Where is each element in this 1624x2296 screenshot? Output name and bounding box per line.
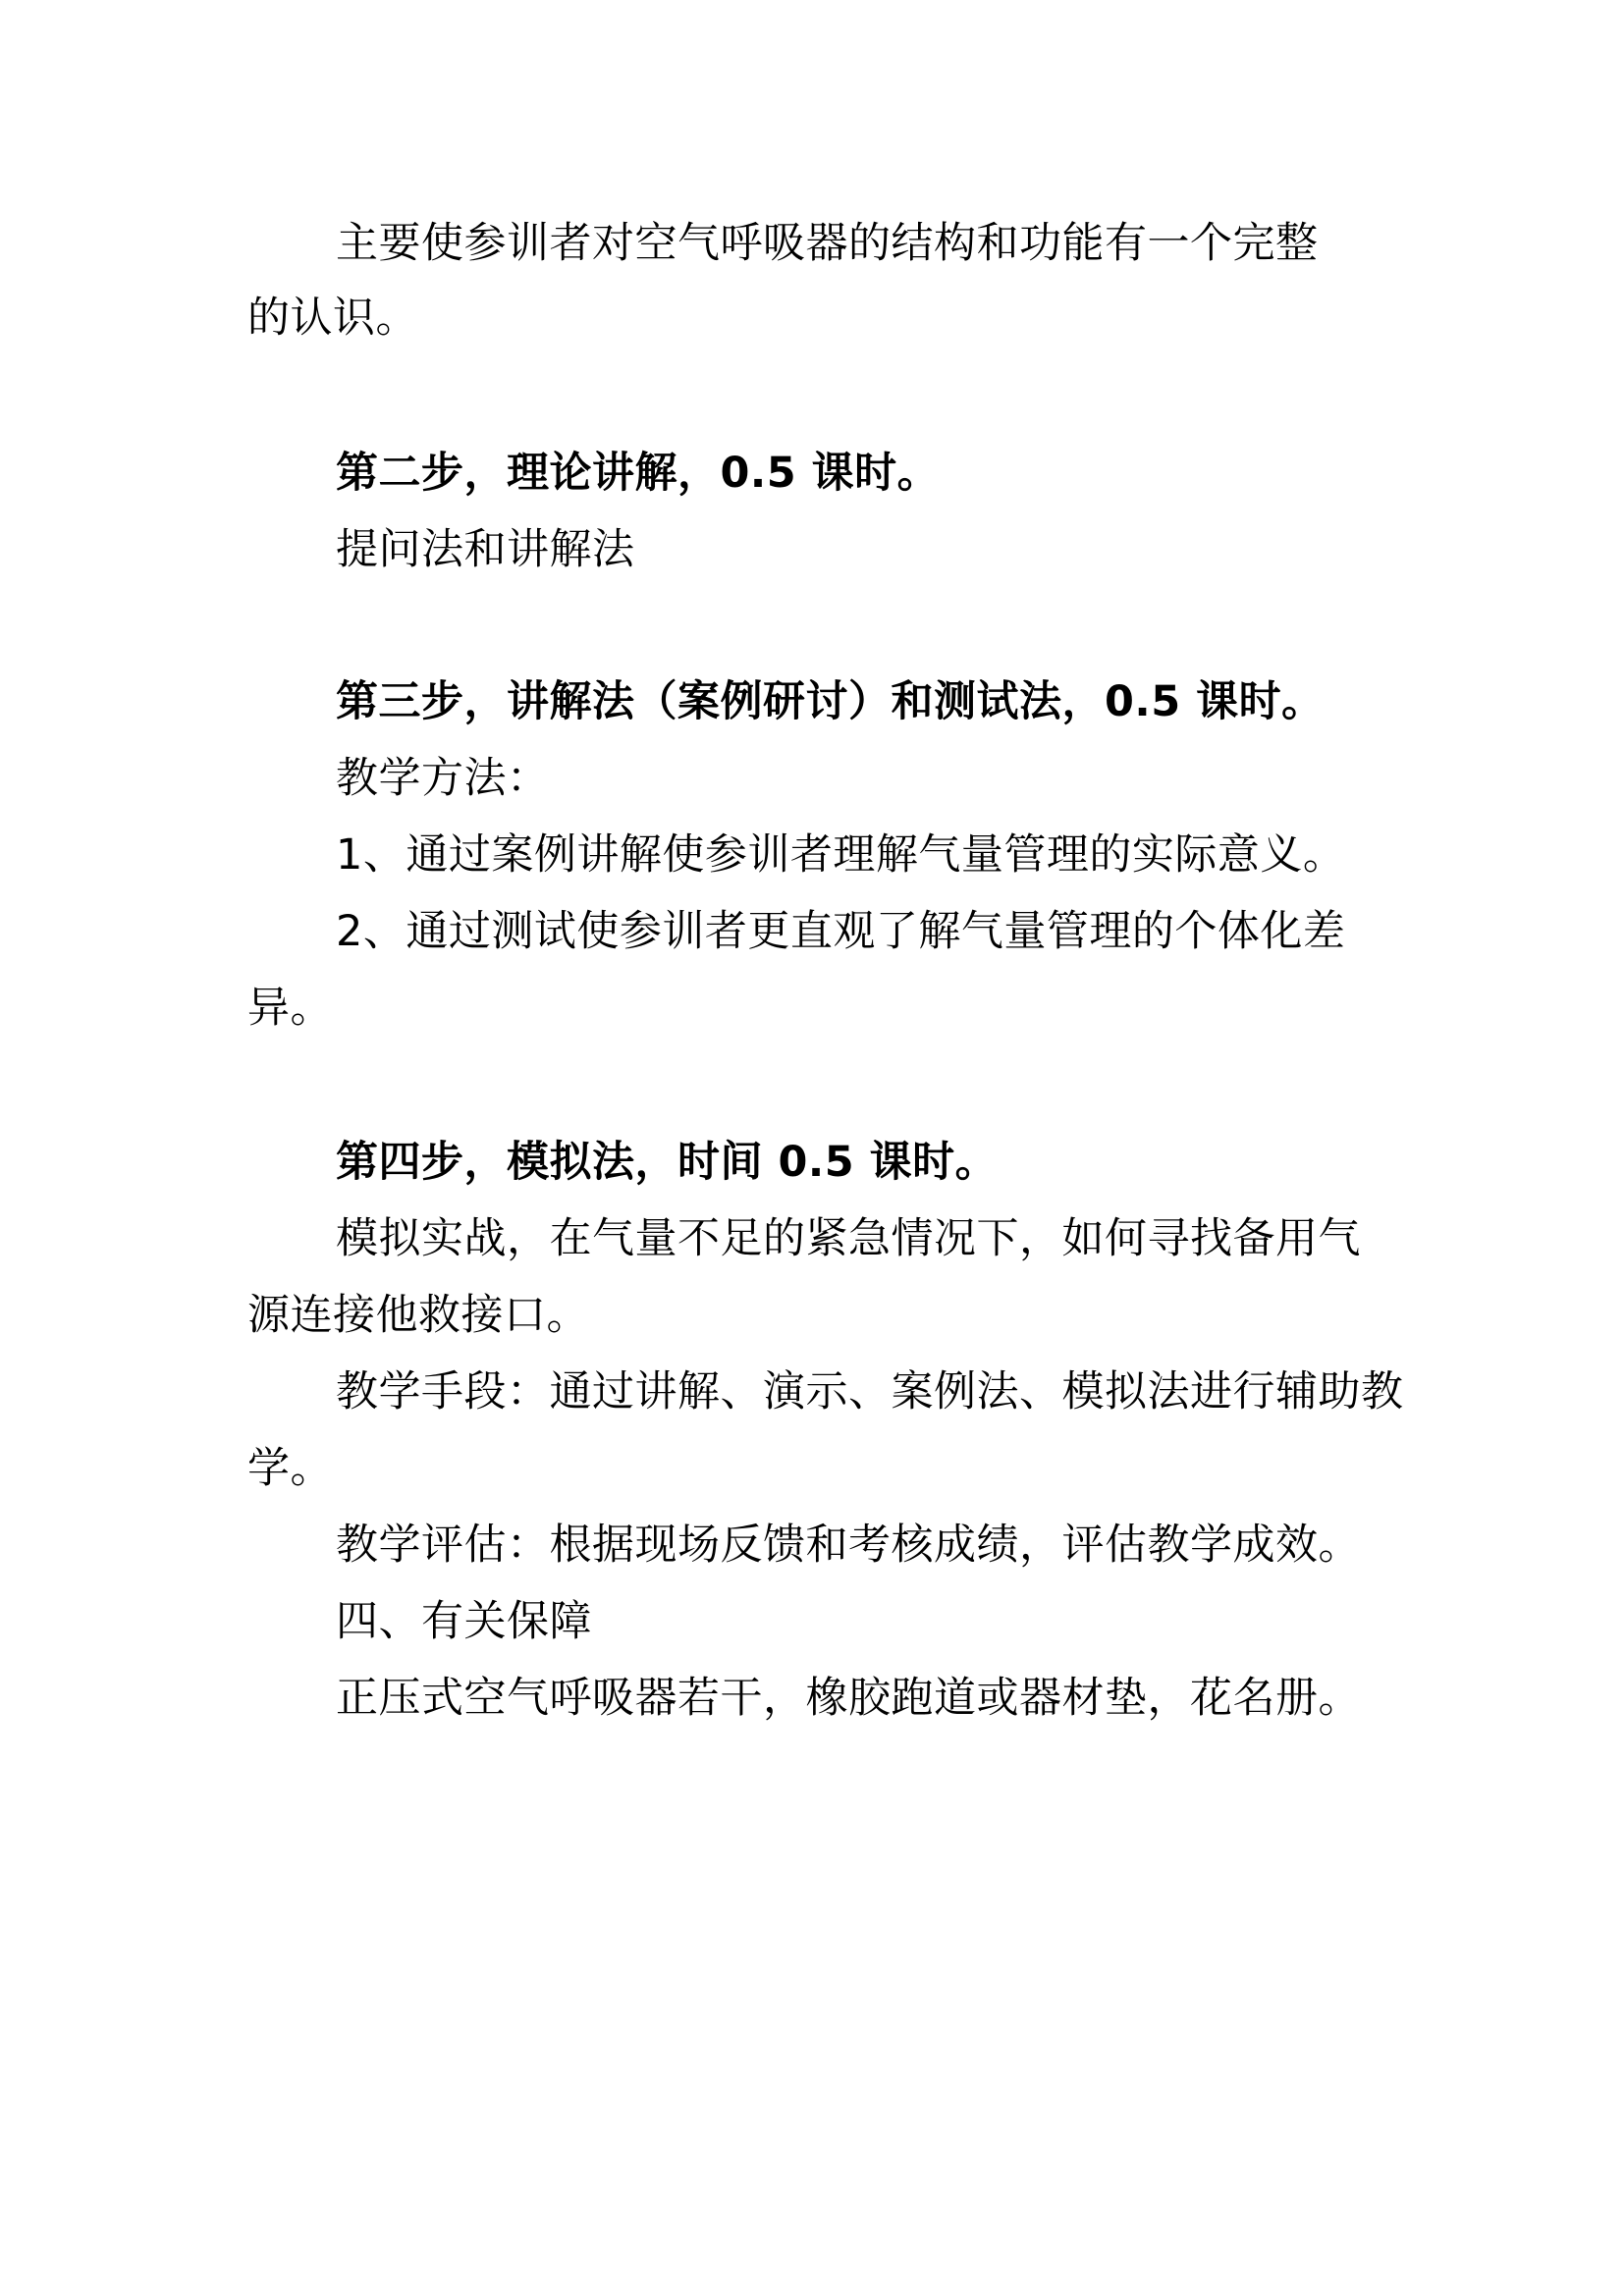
step3-methods-label: 教学方法： — [336, 754, 550, 803]
step3-heading: 第三步，讲解法（案例研讨）和测试法，0.5 课时。 — [336, 677, 1325, 726]
step2-text: 提问法和讲解法 — [336, 525, 635, 574]
intro-line-2: 的认识。 — [247, 294, 418, 343]
step4-simulation-line-2: 源连接他救接口。 — [247, 1291, 589, 1340]
step3-item-2-line-1: 2、通过测试使参训者更直观了解气量管理的个体化差 — [336, 907, 1346, 956]
step4-heading: 第四步，模拟法，时间 0.5 课时。 — [336, 1138, 999, 1187]
step4-means-line-1: 教学手段：通过讲解、演示、案例法、模拟法进行辅助教 — [336, 1367, 1404, 1416]
section4-heading: 四、有关保障 — [336, 1597, 592, 1646]
section4-text: 正压式空气呼吸器若干，橡胶跑道或器材垫，花名册。 — [336, 1674, 1361, 1723]
step4-means-line-2: 学。 — [247, 1444, 333, 1493]
step4-simulation-line-1: 模拟实战，在气量不足的紧急情况下，如何寻找备用气 — [336, 1214, 1361, 1263]
step3-item-2-line-2: 异。 — [247, 984, 333, 1033]
step4-evaluation: 教学评估：根据现场反馈和考核成绩，评估教学成效。 — [336, 1521, 1361, 1570]
intro-line-1: 主要使参训者对空气呼吸器的结构和功能有一个完整 — [336, 219, 1319, 268]
step3-item-1: 1、通过案例讲解使参训者理解气量管理的实际意义。 — [336, 830, 1346, 880]
step2-heading: 第二步，理论讲解，0.5 课时。 — [336, 449, 941, 498]
